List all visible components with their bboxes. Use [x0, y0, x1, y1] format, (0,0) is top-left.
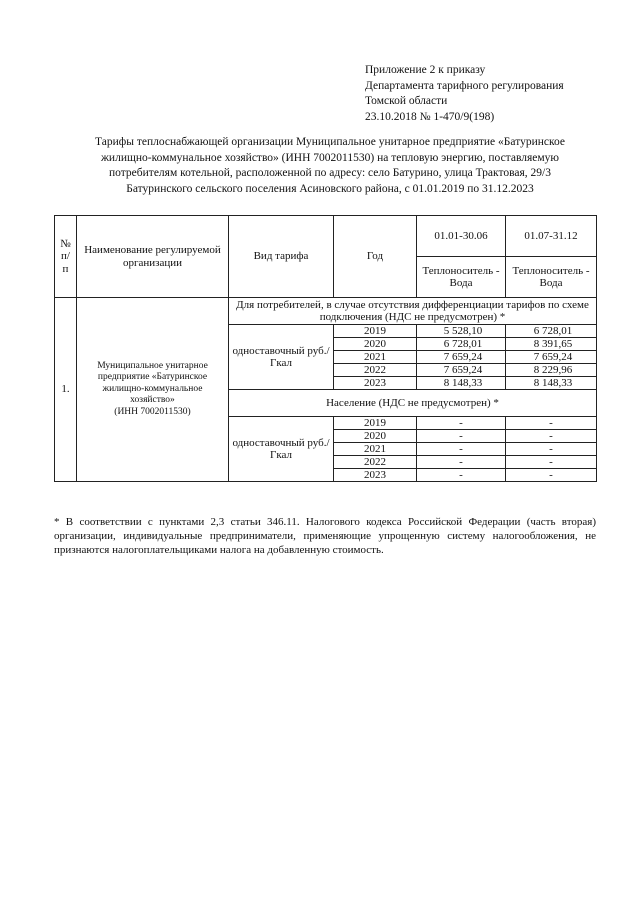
tariff-value-h2: -: [506, 456, 597, 469]
tariff-value-h1: -: [417, 469, 506, 482]
section-consumers-label: Для потребителей, в случае отсутствия дифференциации тарифов по схеме подключения (НДС не предусмотрен) *: [229, 298, 597, 325]
appendix-header: [365, 63, 564, 125]
tariff-value-h1: -: [417, 443, 506, 456]
year-cell: 2022: [334, 364, 417, 377]
year-cell: 2020: [334, 338, 417, 351]
org-line: Муниципальное унитарное: [97, 360, 208, 371]
title-line: потребителям котельной, расположенной по адресу: село Батурино, улица Трактовая, 29/3: [109, 167, 551, 179]
tariff-value-h1: 7 659,24: [417, 364, 506, 377]
header-year: Год: [334, 216, 417, 298]
appendix-line: Департамента тарифного регулирования: [365, 79, 564, 92]
tariff-value-h1: -: [417, 456, 506, 469]
org-line: предприятие «Батуринское: [97, 372, 208, 383]
year-cell: 2023: [334, 377, 417, 390]
tariff-value-h2: -: [506, 443, 597, 456]
title-line: Тарифы теплоснабжающей организации Муниципальное унитарное предприятие «Батуринское: [95, 136, 565, 148]
tariff-value-h1: 8 148,33: [417, 377, 506, 390]
year-cell: 2019: [334, 325, 417, 338]
tariff-value-h1: -: [417, 417, 506, 430]
tariff-value-h1: 7 659,24: [417, 351, 506, 364]
organization-name: [77, 298, 229, 482]
tariff-type-single-rate: одноставочный руб./Гкал: [229, 417, 334, 482]
header-period-1: 01.01-30.06: [417, 216, 506, 257]
tariff-value-h2: 8 148,33: [506, 377, 597, 390]
tariff-value-h2: 6 728,01: [506, 325, 597, 338]
year-cell: 2021: [334, 351, 417, 364]
header-number: № п/ п: [55, 216, 77, 298]
year-cell: 2023: [334, 469, 417, 482]
tariff-value-h2: 8 391,65: [506, 338, 597, 351]
tariff-type-single-rate: одноставочный руб./Гкал: [229, 325, 334, 390]
appendix-order-number: 23.10.2018 № 1-470/9(198): [365, 110, 495, 123]
header-carrier-2: Теплоноситель - Вода: [506, 257, 597, 298]
tariff-value-h2: 7 659,24: [506, 351, 597, 364]
tariff-value-h1: 6 728,01: [417, 338, 506, 351]
header-organization: Наименование регулируемой организации: [77, 216, 229, 298]
appendix-line: Приложение 2 к приказу: [365, 64, 486, 76]
title-line: Батуринского сельского поселения Асиновского района, с 01.01.2019 по 31.12.2023: [126, 182, 534, 195]
footnote: * В соответствии с пунктами 2,3 статьи 346.11. Налогового кодекса Российской Федерации (часть вторая) организации, индивидуальные предприниматели, применяющие упрощенную систему налогообложения, не признаются налогоплательщиками налога на добавленную стоимость.: [54, 516, 596, 556]
org-line: жилищно-коммунальное: [102, 383, 203, 394]
year-cell: 2021: [334, 443, 417, 456]
year-cell: 2020: [334, 430, 417, 443]
tariff-value-h2: 8 229,96: [506, 364, 597, 377]
header-tariff-type: Вид тарифа: [229, 216, 334, 298]
year-cell: 2022: [334, 456, 417, 469]
appendix-line: Томской области: [365, 95, 448, 107]
tariff-table: [54, 215, 597, 482]
tariff-value-h2: -: [506, 430, 597, 443]
title-line: жилищно-коммунальное хозяйство» (ИНН 7002011530) на тепловую энергию, поставляемую: [100, 151, 559, 164]
year-cell: 2019: [334, 417, 417, 430]
tariff-value-h2: -: [506, 469, 597, 482]
section-population-label: Население (НДС не предусмотрен) *: [229, 390, 597, 417]
tariff-value-h2: -: [506, 417, 597, 430]
org-line: хозяйство»: [130, 395, 175, 406]
document-title: [40, 135, 620, 197]
header-period-2: 01.07-31.12: [506, 216, 597, 257]
row-number: 1.: [55, 298, 77, 482]
tariff-value-h1: -: [417, 430, 506, 443]
tariff-value-h1: 5 528,10: [417, 325, 506, 338]
header-carrier-1: Теплоноситель - Вода: [417, 257, 506, 298]
org-line: (ИНН 7002011530): [114, 406, 191, 417]
